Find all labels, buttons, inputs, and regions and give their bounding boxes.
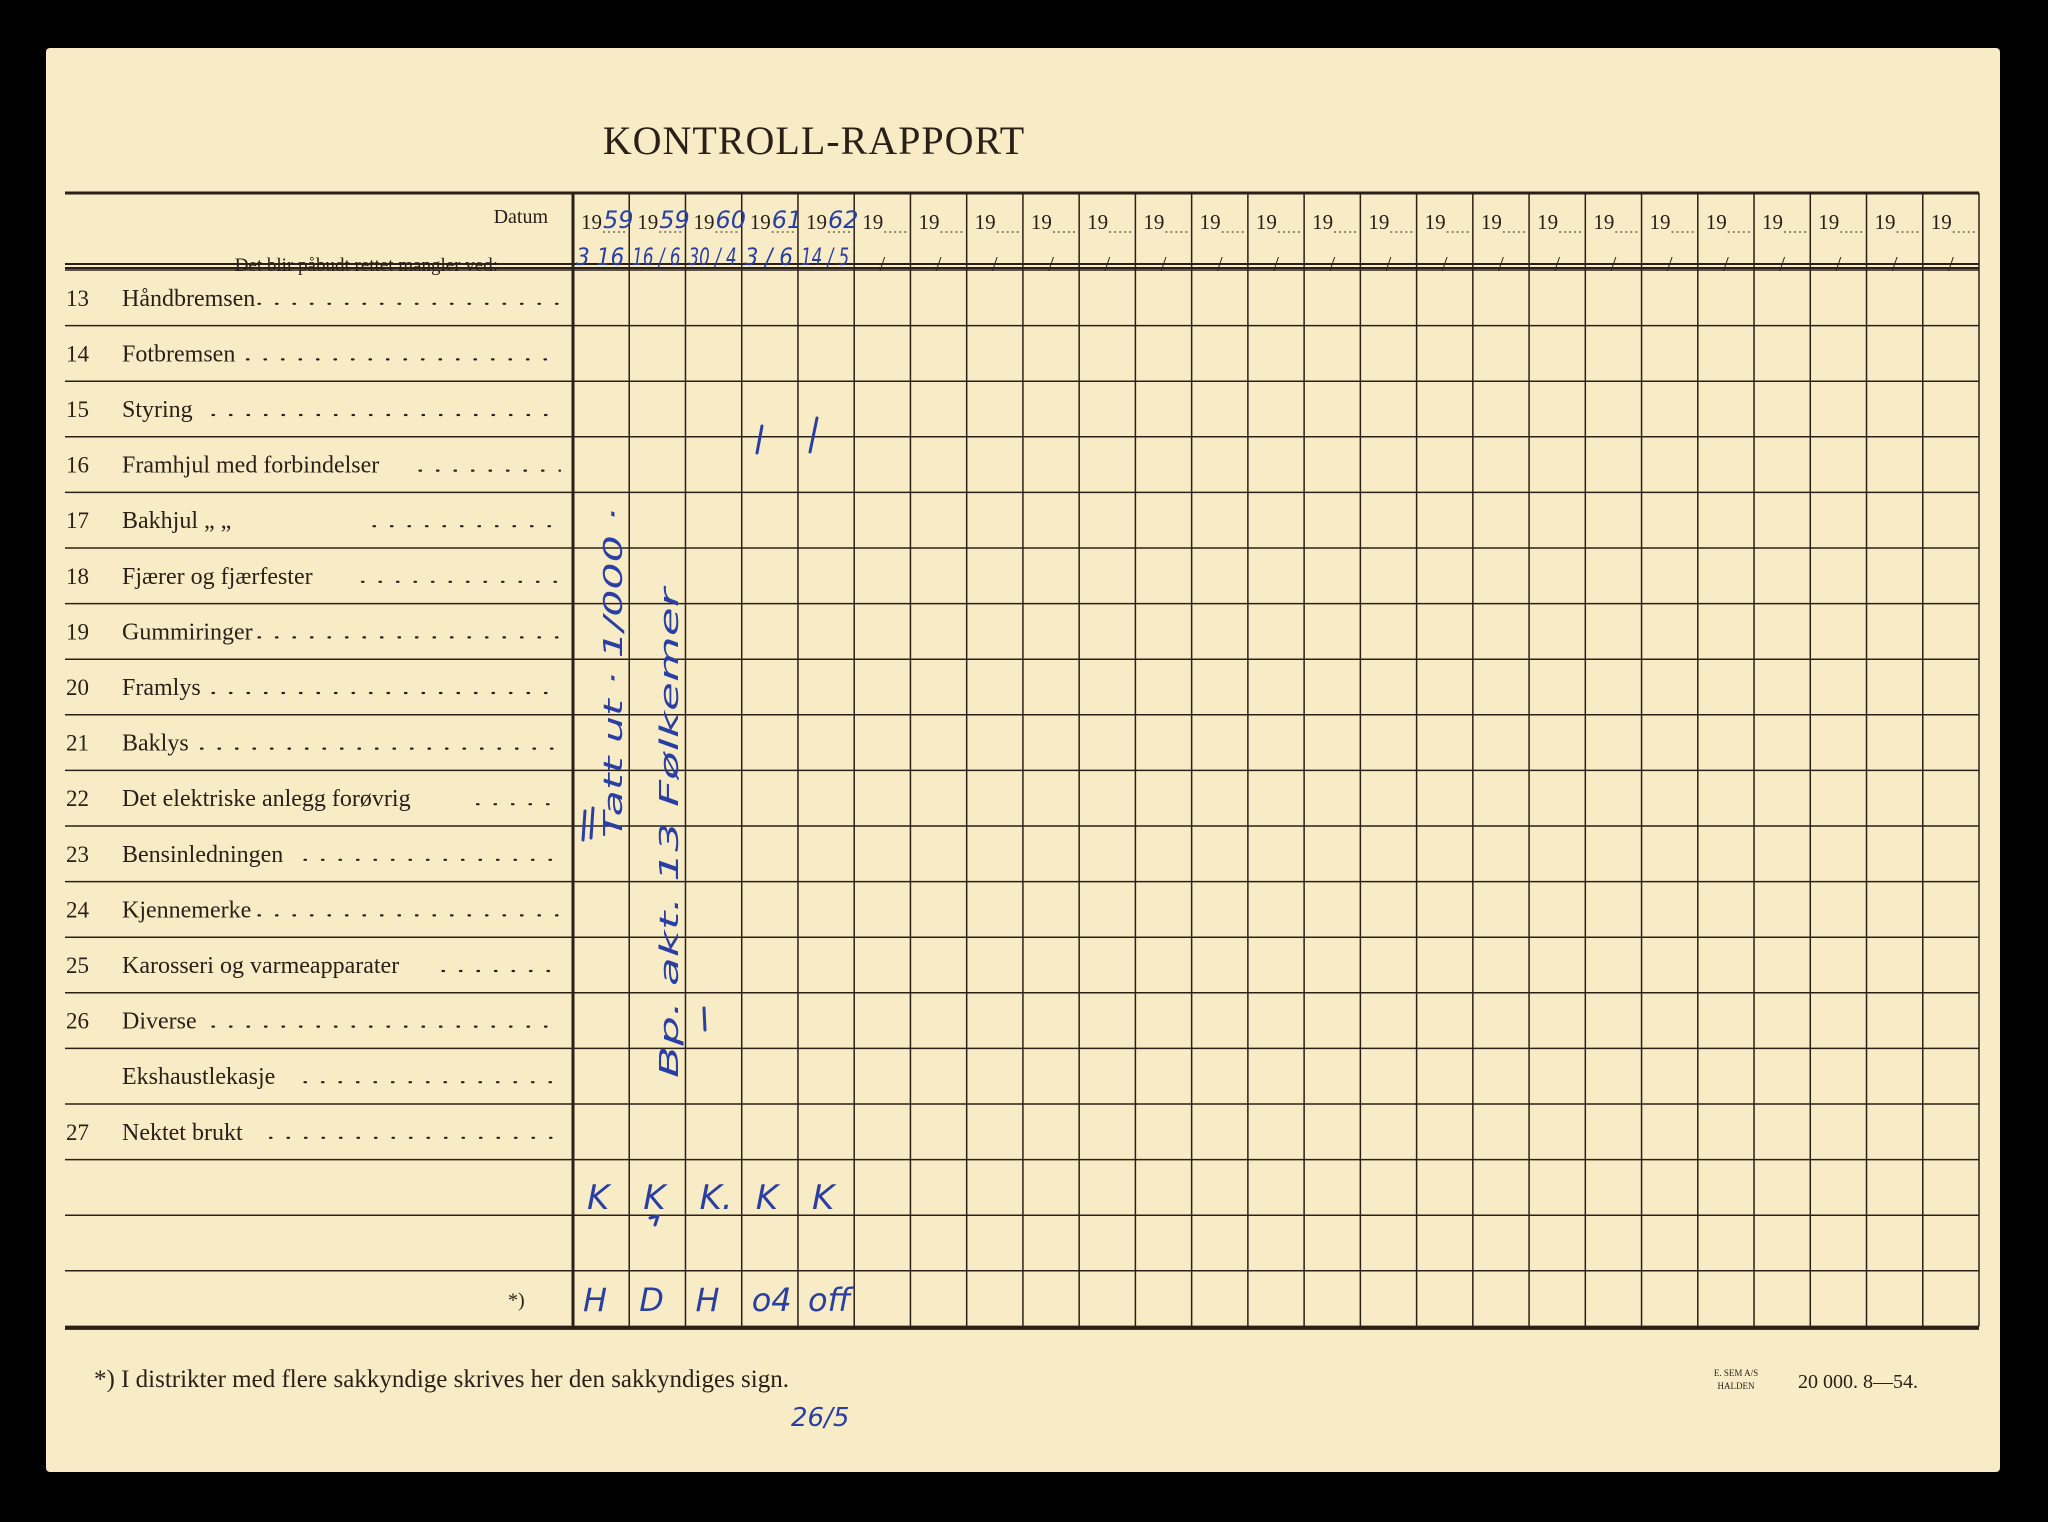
- year-prefix: 19: [1143, 210, 1165, 234]
- datum-label: Datum: [493, 206, 548, 228]
- handwritten-tick: [704, 1008, 705, 1030]
- date-separator: /: [1273, 252, 1279, 276]
- row-label: Diverse: [122, 1008, 197, 1035]
- date-separator: /: [1779, 252, 1786, 276]
- handwritten-vertical-note: Tatt ut · 1/000 ·: [599, 637, 629, 838]
- date-separator: /: [1048, 252, 1054, 276]
- year-prefix: 19: [749, 210, 771, 234]
- date-separator: /: [1722, 252, 1729, 276]
- row-number: 22: [66, 786, 89, 812]
- handwritten-tick: [757, 426, 762, 453]
- footnote: *) I distrikter med flere sakkyndige skrives her den sakkyndiges sign.: [94, 1366, 789, 1393]
- handwritten-k-mark: K: [755, 1178, 779, 1219]
- year-prefix: 19: [1762, 210, 1784, 234]
- year-prefix: 19: [1818, 210, 1840, 234]
- date-separator: /: [1498, 252, 1504, 276]
- handwritten-mark: [583, 808, 593, 840]
- year-prefix: 19: [1593, 210, 1615, 234]
- row-label: Framhjul med forbindelser: [122, 452, 380, 479]
- year-prefix: 19: [1649, 210, 1671, 234]
- handwritten-tick: [810, 418, 817, 452]
- handwritten-year: 60: [715, 206, 747, 234]
- year-prefix: 19: [1255, 210, 1277, 234]
- year-prefix: 19: [1537, 210, 1559, 234]
- signature-footnote-mark: *): [508, 1289, 525, 1312]
- year-prefix: 19: [805, 210, 827, 234]
- row-label: Nektet brukt: [122, 1119, 243, 1146]
- row-label: Karosseri og varmeapparater: [122, 953, 400, 979]
- row-number: 20: [66, 675, 89, 700]
- date-separator: /: [1610, 252, 1617, 276]
- date-separator: /: [1891, 252, 1898, 276]
- mangler-label: Det blir påbudt rettet mangler ved:: [234, 255, 498, 276]
- handwritten-year: 62: [827, 206, 859, 234]
- date-separator: /: [1441, 252, 1448, 276]
- handwritten-signature: D: [639, 1280, 664, 1319]
- year-prefix: 19: [1312, 210, 1334, 234]
- handwritten-vertical-note: Bp. akt. 13 Følkemer: [655, 806, 685, 1078]
- year-prefix: 19: [1424, 210, 1446, 234]
- row-label: Framlys: [122, 675, 201, 701]
- year-prefix: 19: [918, 210, 940, 234]
- year-prefix: 19: [693, 210, 715, 234]
- handwritten-year: 59: [603, 206, 634, 234]
- date-separator: /: [1666, 252, 1673, 276]
- row-label: Baklys: [122, 730, 189, 757]
- date-separator: /: [1835, 252, 1842, 276]
- date-separator: /: [1216, 252, 1223, 276]
- row-label: Kjennemerke: [122, 897, 252, 924]
- handwritten-signature: o4: [751, 1280, 792, 1319]
- date-separator: /: [879, 252, 886, 276]
- report-form: [46, 48, 2000, 1472]
- print-run: 20 000. 8—54.: [1798, 1371, 1918, 1393]
- year-prefix: 19: [1368, 210, 1390, 234]
- row-number: 27: [66, 1119, 89, 1145]
- handwritten-date: 14 / 5: [800, 243, 850, 271]
- handwritten-k-mark: K: [587, 1178, 610, 1219]
- row-number: 18: [66, 563, 89, 589]
- handwritten-k-mark: K: [643, 1178, 666, 1219]
- handwritten-date: 16 / 6: [632, 243, 681, 271]
- control-report-card: [46, 48, 2000, 1472]
- report-title: KONTROLL-RAPPORT: [602, 118, 1026, 163]
- row-number: 19: [66, 619, 89, 645]
- year-prefix: 19: [1930, 210, 1952, 234]
- printer-city: HALDEN: [1717, 1381, 1755, 1391]
- row-label: Det elektriske anlegg forøvrig: [122, 786, 411, 813]
- row-number: 21: [66, 730, 89, 756]
- handwritten-signature: off: [807, 1280, 851, 1319]
- row-label: Bensinledningen: [122, 841, 284, 868]
- date-separator: /: [991, 252, 998, 276]
- row-label: Styring: [122, 397, 193, 423]
- date-separator: /: [1104, 252, 1111, 276]
- year-prefix: 19: [1874, 210, 1896, 234]
- date-separator: /: [935, 252, 942, 276]
- handwritten-signature: H: [695, 1280, 720, 1319]
- year-prefix: 19: [1030, 210, 1052, 234]
- row-label: Bakhjul „ „: [122, 508, 232, 535]
- year-prefix: 19: [1087, 210, 1109, 234]
- handwritten-date: 3 16: [576, 243, 625, 271]
- handwritten-date: 3 / 6: [744, 243, 793, 271]
- row-label: Fjærer og fjærfester: [122, 563, 313, 590]
- year-prefix: 19: [581, 210, 602, 234]
- year-prefix: 19: [862, 210, 884, 234]
- row-number: 16: [66, 452, 89, 478]
- date-separator: /: [1554, 252, 1561, 276]
- row-number: 24: [66, 897, 89, 923]
- row-number: 17: [66, 508, 89, 534]
- row-number: 23: [66, 841, 89, 867]
- year-prefix: 19: [1705, 210, 1727, 234]
- handwritten-year: 61: [771, 206, 803, 234]
- row-number: 26: [66, 1008, 89, 1034]
- date-separator: /: [1329, 252, 1336, 276]
- handwritten-k-mark: K.: [699, 1178, 733, 1219]
- handwritten-date: 30 / 4: [688, 243, 737, 271]
- row-label: Håndbremsen: [122, 285, 256, 312]
- handwritten-k-mark: K: [811, 1178, 835, 1219]
- printer-name: E. SEM A/S: [1713, 1368, 1759, 1378]
- row-label: Ekshaustlekasje: [122, 1064, 276, 1091]
- handwritten-signature: H: [583, 1280, 608, 1319]
- row-number: 15: [66, 397, 89, 422]
- row-number: 13: [66, 285, 89, 311]
- year-prefix: 19: [1199, 210, 1221, 234]
- year-prefix: 19: [974, 210, 996, 234]
- handwritten-year: 59: [659, 206, 690, 234]
- date-separator: /: [1385, 252, 1392, 276]
- date-separator: /: [1160, 252, 1167, 276]
- row-label: Gummiringer: [122, 619, 253, 646]
- row-label: Fotbremsen: [122, 341, 236, 368]
- year-prefix: 19: [637, 210, 659, 234]
- year-prefix: 19: [1480, 210, 1502, 234]
- date-separator: /: [1947, 252, 1954, 276]
- row-number: 14: [66, 341, 89, 367]
- handwritten-bottom-note: 26/5: [791, 1403, 850, 1433]
- row-number: 25: [66, 953, 89, 978]
